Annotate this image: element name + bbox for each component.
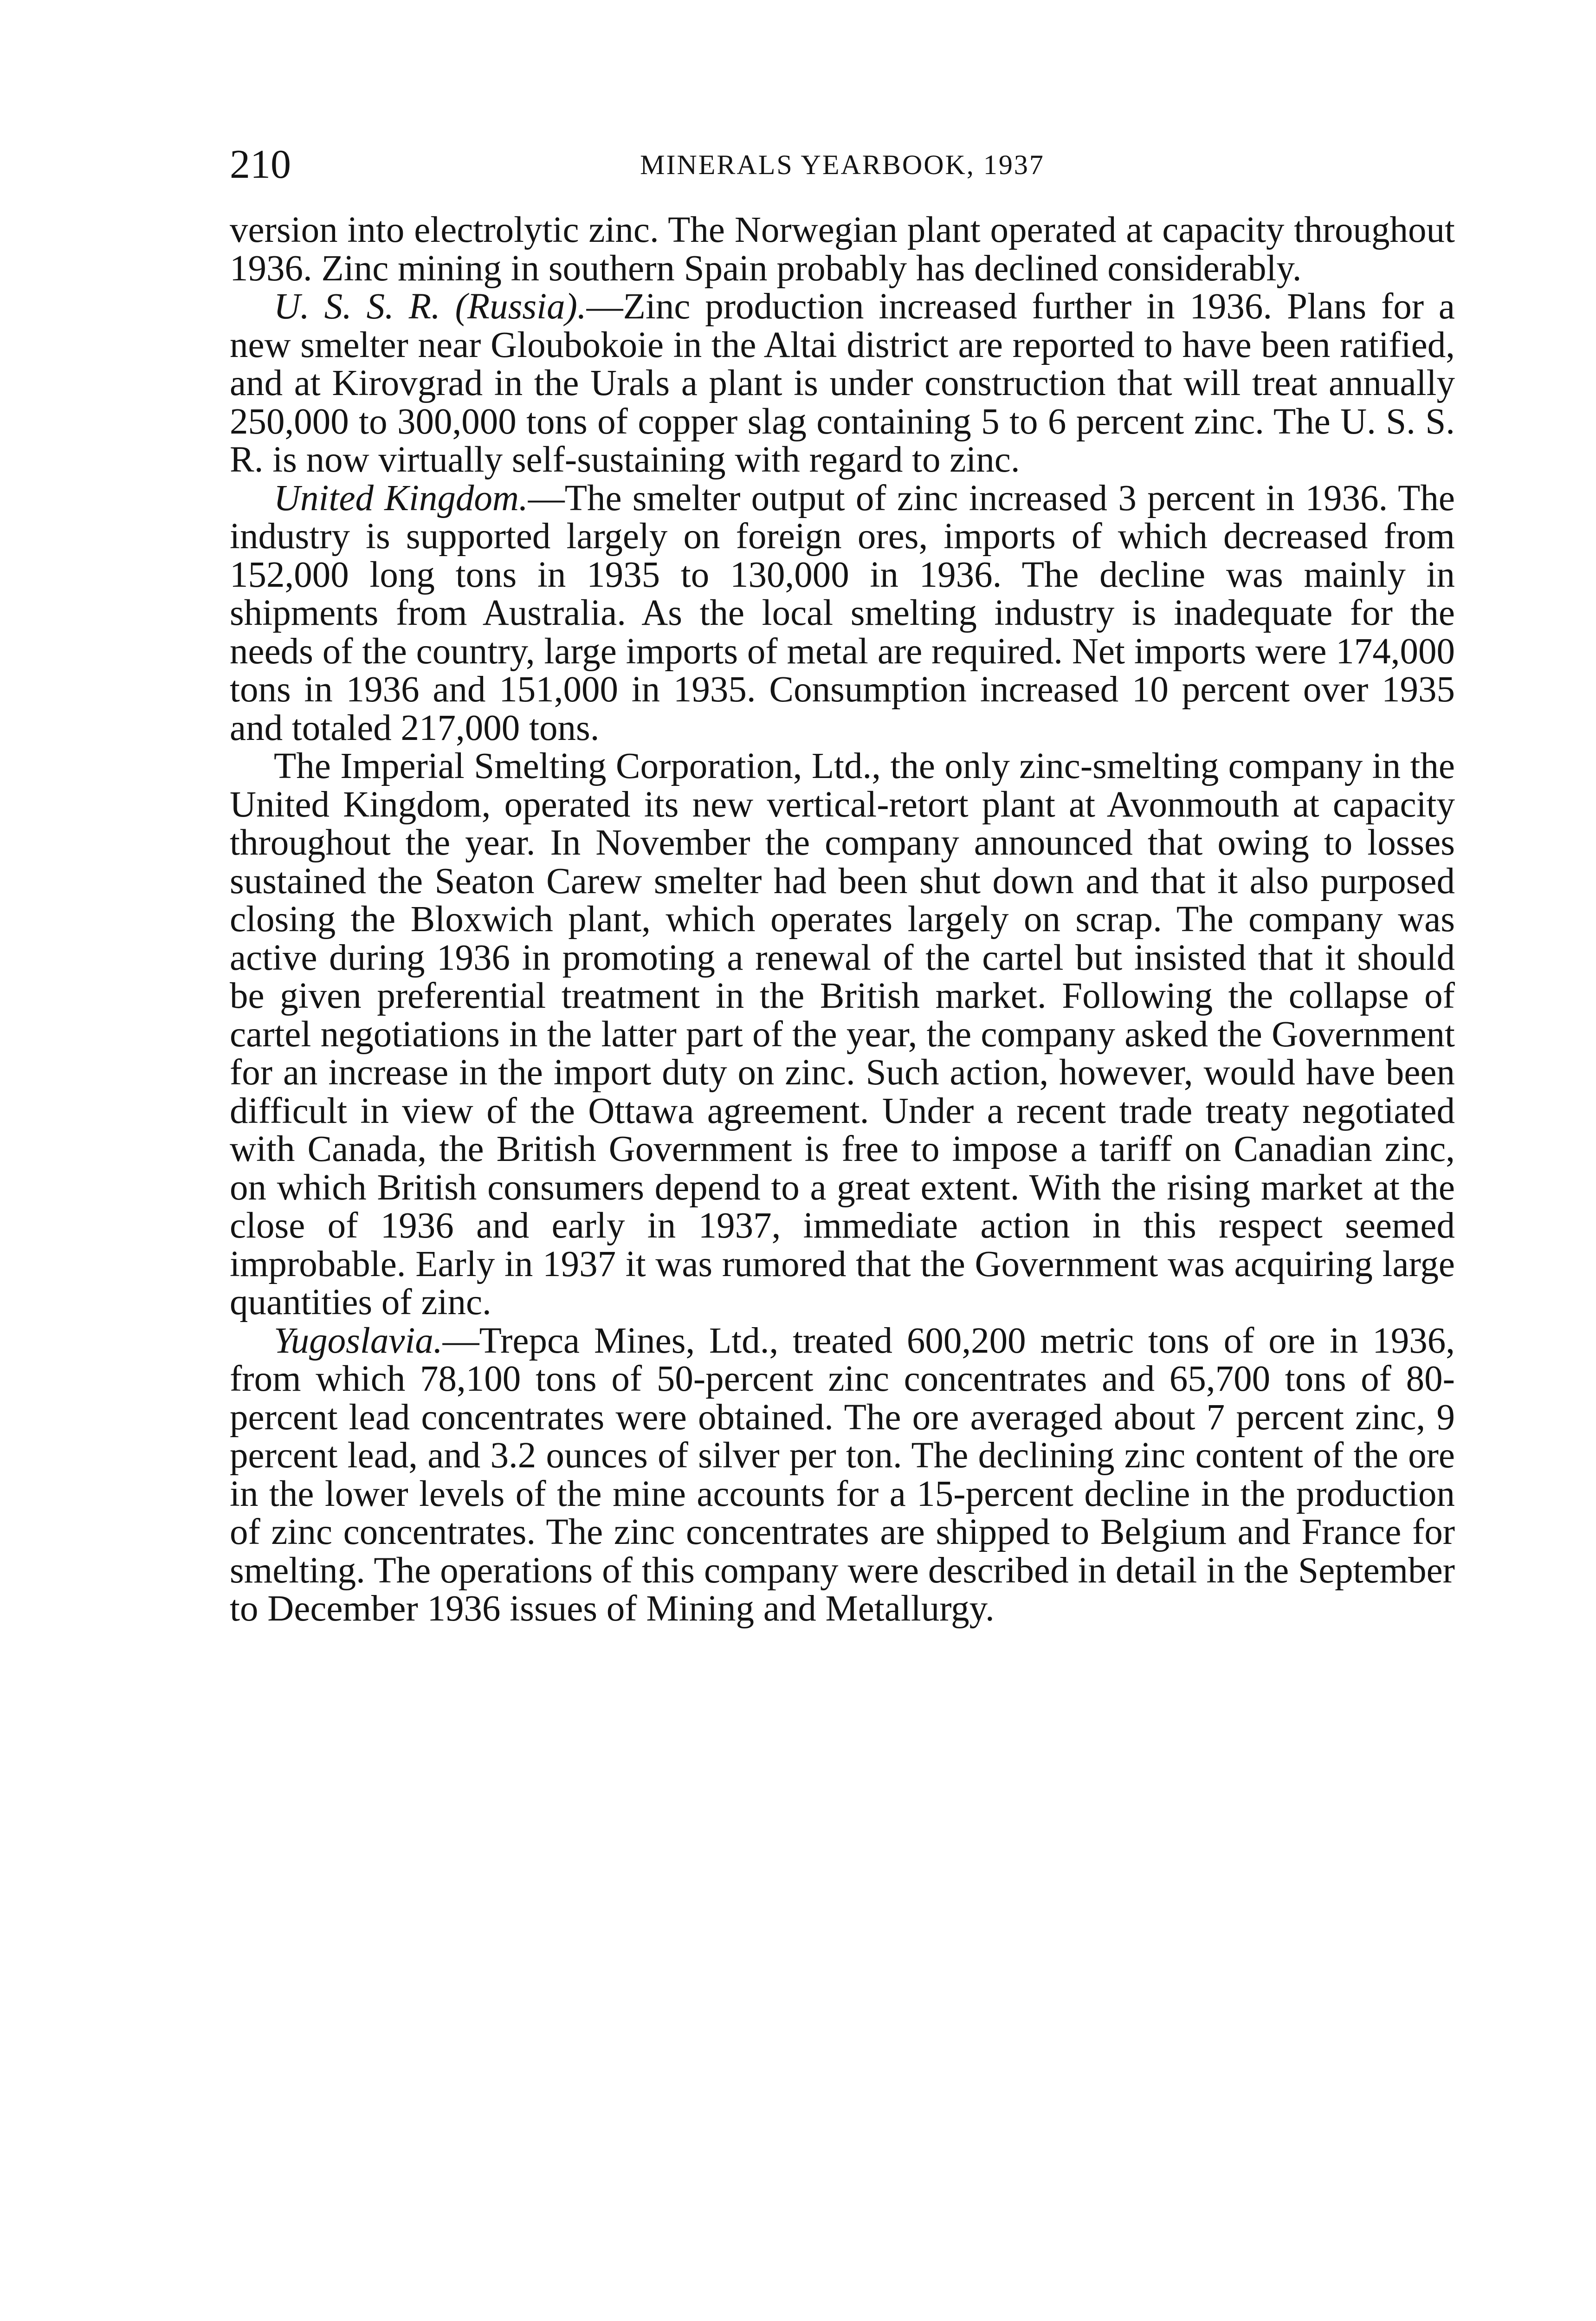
paragraph-imperial-smelting (230, 747, 1455, 1322)
section-heading-united-kingdom: United Kingdom. (274, 478, 528, 519)
paragraph-united-kingdom (230, 480, 1455, 748)
paragraph-text: —Zinc production increased further in 1936. Plans for a new smelter near Gloubokoie in the Altai district are reported to have been ratified, and at Kirovgrad in the Urals a plant is under construction that will treat annually 250,000 to 300,000 tons of copper slag containing 5 to 6 percent zinc. The U. S. S. R. is now virtually self-sustaining with regard to zinc. (230, 286, 1455, 480)
paragraph-text: —The smelter output of zinc increased 3 percent in 1936. The industry is supported largely on foreign ores, imports of which decreased from 152,000 long tons in 1935 to 130,000 in 1936. The decline was mainly in shipments from Australia. As the local smelting industry is inadequate for the needs of the country, large imports of metal are required. Net imports were 174,000 tons in 1936 and 151,000 in 1935. Consumption increased 10 percent over 1935 and totaled 217,000 tons. (230, 478, 1455, 748)
paragraph-text: version into electrolytic zinc. The Norwegian plant operated at capacity throughout 1936. Zinc mining in southern Spain probably has declined considerably. (230, 210, 1455, 289)
paragraph-ussr (230, 288, 1455, 480)
section-heading-yugoslavia: Yugoslavia. (274, 1320, 443, 1361)
body-text (230, 211, 1455, 1628)
paragraph-text: The Imperial Smelting Corporation, Ltd., the only zinc-smelting company in the United Kingdom, operated its new vertical-retort plant at Avonmouth at capacity throughout the year. In November the company announced that owing to losses sustained the Seaton Carew smelter had been shut down and that it also purposed closing the Bloxwich plant, which operates largely on scrap. The company was active during 1936 in promoting a renewal of the cartel but insisted that it should be given preferential treatment in the British market. Following the collapse of cartel negotiations in the latter part of the year, the company asked the Government for an increase in the import duty on zinc. Such action, however, would have been difficult in view of the Ottawa agreement. Under a recent trade treaty negotiated with Canada, the British Government is free to impose a tariff on Canadian zinc, on which British consumers depend to a great extent. With the rising market at the close of 1936 and early in 1937, immediate action in this respect seemed improbable. Early in 1937 it was rumored that the Government was acquiring large quantities of zinc. (230, 746, 1455, 1323)
page-number: 210 (230, 142, 291, 187)
section-heading-ussr: U. S. S. R. (Russia). (274, 286, 587, 327)
paragraph-norway-spain-continued (230, 211, 1455, 288)
running-title: MINERALS YEARBOOK, 1937 (640, 149, 1045, 180)
paragraph-text: —Trepca Mines, Ltd., treated 600,200 metric tons of ore in 1936, from which 78,100 tons of 50-percent zinc concentrates and 65,700 tons of 80-percent lead concentrates were obtained. The ore averaged about 7 percent zinc, 9 percent lead, and 3.2 ounces of silver per ton. The declining zinc content of the ore in the lower levels of the mine accounts for a 15-percent decline in the production of zinc concentrates. The zinc concentrates are shipped to Belgium and France for smelting. The operations of this company were described in detail in the September to December 1936 issues of Mining and Metallurgy. (230, 1320, 1455, 1629)
running-header (230, 139, 1455, 190)
paragraph-yugoslavia (230, 1322, 1455, 1628)
